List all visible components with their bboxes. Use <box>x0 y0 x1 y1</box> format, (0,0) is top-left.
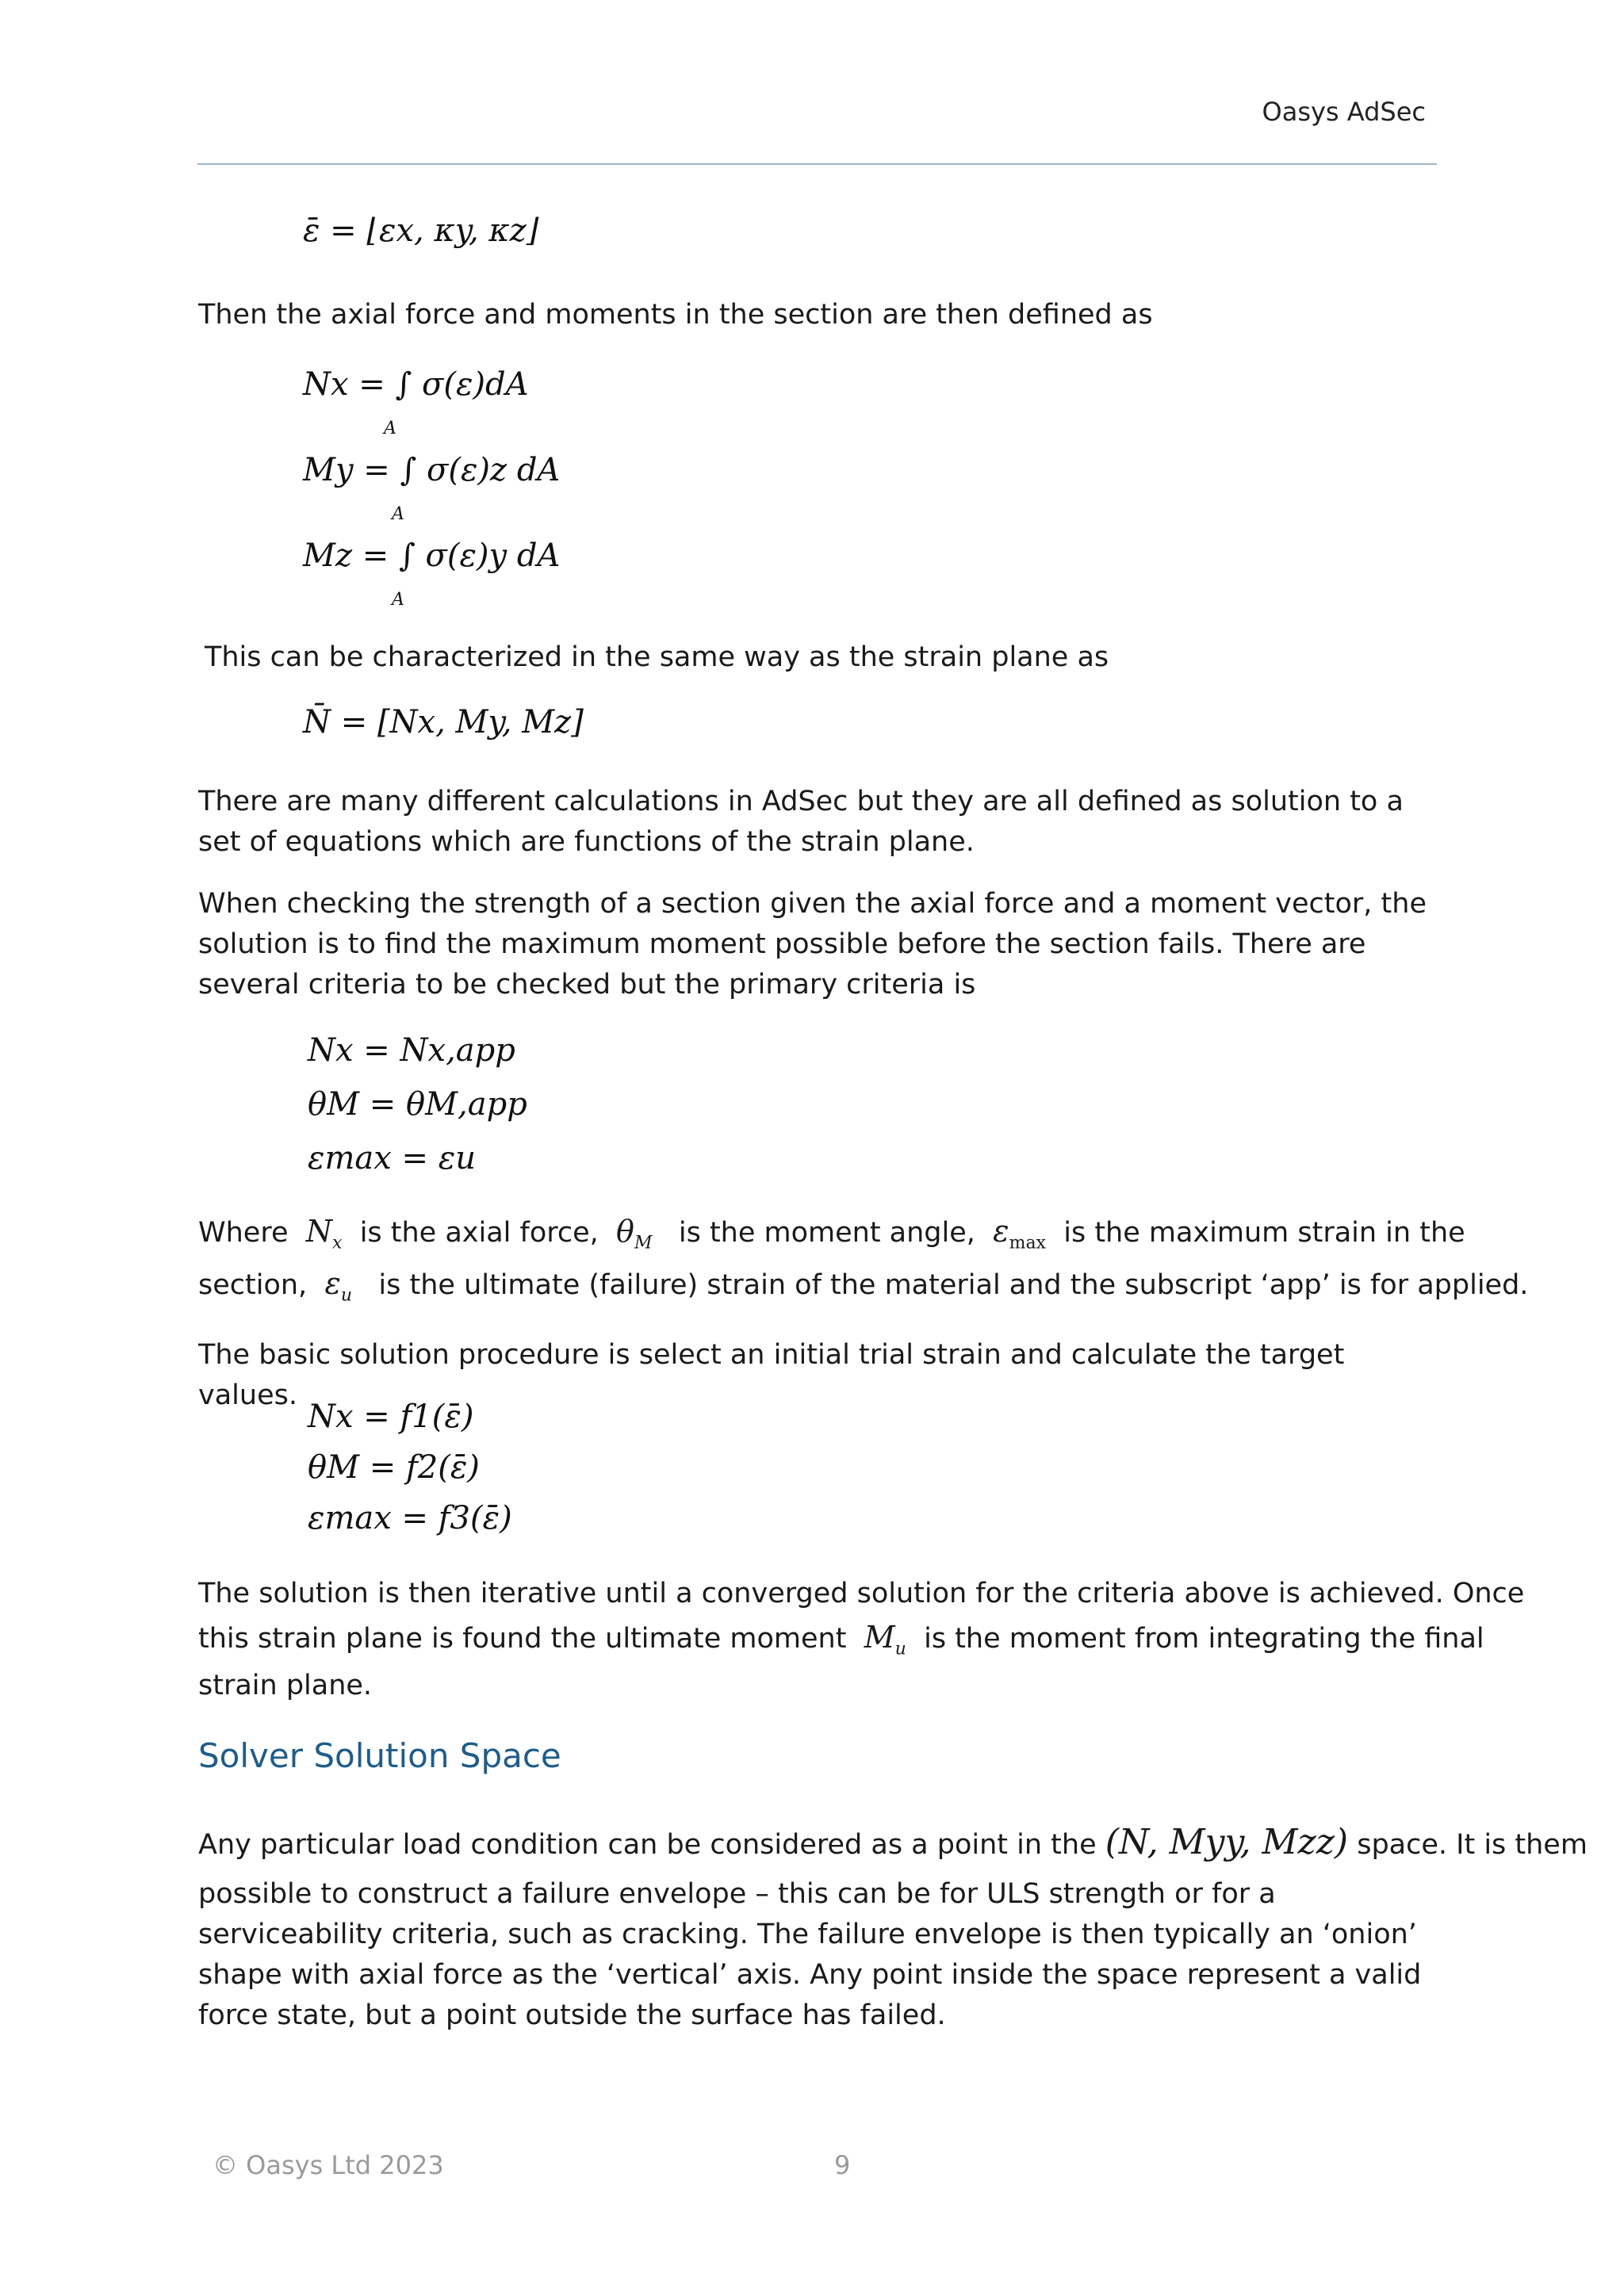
paragraph-solution-procedure: The basic solution procedure is select an initial trial strain and calculate the target values. <box>198 1339 1345 1411</box>
paragraph-definitions-line-2 <box>198 1264 1529 1316</box>
paragraph-failure-envelope: possible to construct a failure envelope – this can be for ULS strength or for a serviceability criteria, such as cracking. The failure envelope is then typically an ‘onion’ shape with axial force as the ‘vertical’ axis. Any point inside the space represent a valid force state, but a point outside the surface has failed. <box>198 1878 1422 2031</box>
paragraph-iteration-line-1: The solution is then iterative until a converged solution for the criteria above is achieved. Once <box>198 1578 1525 1609</box>
ultimate-moment-intro: this strain plane is found the ultimate moment <box>198 1623 847 1655</box>
ultimate-moment-desc: is the moment from integrating the final <box>924 1623 1484 1655</box>
integral-limit-label: A <box>392 590 404 610</box>
criterion-axial-force: Nx = Nx,app <box>308 1032 515 1069</box>
paragraph-strength-check: When checking the strength of a section given the axial force and a moment vector, the solution is to find the maximum moment possible before the section fails. There are several criteria to be checked but the primary criteria is <box>198 888 1427 1001</box>
axial-force-integral: Nx = ∫ σ(ε)dA <box>303 366 529 403</box>
paragraph-solution-space-line-1 <box>198 1822 1588 1866</box>
integral-limit-label: A <box>392 504 404 524</box>
criterion-max-strain: εmax = εu <box>308 1140 476 1177</box>
moment-z-integral: Mz = ∫ σ(ε)y dA <box>303 538 561 574</box>
moment-y-integral: My = ∫ σ(ε)z dA <box>303 452 561 488</box>
symbol-mu: $M_u$ <box>864 1620 906 1659</box>
paragraph-force-vector-intro: This can be characterized in the same way as the strain plane as <box>205 641 1109 673</box>
strain-vector-equation: ε̄ = ⌊εx, κy, κz⌋ <box>303 212 539 249</box>
ultimate-strain-desc: is the ultimate (failure) strain of the material and the subscript ‘app’ is for applied. <box>378 1269 1529 1301</box>
axial-force-desc: is the axial force, <box>359 1217 599 1249</box>
symbol-epsilon-max: $\varepsilon_{max}$ <box>993 1214 1046 1253</box>
paragraph-iteration-line-2 <box>198 1617 1484 1670</box>
target-axial-force: Nx = f1(ε̄) <box>308 1399 474 1435</box>
symbol-nx: $N_x$ <box>305 1214 343 1253</box>
paragraph-calculations: There are many different calculations in AdSec but they are all defined as solution to a set of equations which are functions of the strain plane. <box>198 786 1404 858</box>
section-label: section, <box>198 1269 308 1301</box>
max-strain-desc: is the maximum strain in the <box>1063 1217 1465 1249</box>
paragraph-definitions-line-1 <box>198 1211 1465 1264</box>
space-suffix: space. It is them <box>1357 1829 1588 1861</box>
force-vector-equation: N̄ = [Nx, My, Mz] <box>303 704 584 740</box>
load-condition-intro: Any particular load condition can be considered as a point in the <box>198 1829 1097 1861</box>
target-moment-angle: θM = f2(ε̄) <box>308 1449 480 1486</box>
where-label: Where <box>198 1217 289 1249</box>
header-title: Oasys AdSec <box>1262 97 1426 127</box>
footer-copyright: © Oasys Ltd 2023 <box>213 2150 444 2180</box>
paragraph-section-forces: Then the axial force and moments in the section are then defined as <box>198 299 1153 331</box>
paragraph-iteration-line-3: strain plane. <box>198 1670 373 1701</box>
symbol-theta-m: $\theta_M$ <box>616 1214 653 1253</box>
force-space-expression: (N, Myy, Mzz) <box>1105 1822 1349 1862</box>
target-max-strain: εmax = f3(ε̄) <box>308 1500 512 1536</box>
section-heading: Solver Solution Space <box>198 1736 561 1775</box>
moment-angle-desc: is the moment angle, <box>678 1217 975 1249</box>
integral-limit-label: A <box>384 419 396 438</box>
criterion-moment-angle: θM = θM,app <box>308 1086 527 1123</box>
symbol-epsilon-u: $\varepsilon_u$ <box>324 1266 353 1306</box>
header-divider <box>197 163 1437 165</box>
footer-page-number: 9 <box>834 2150 851 2180</box>
